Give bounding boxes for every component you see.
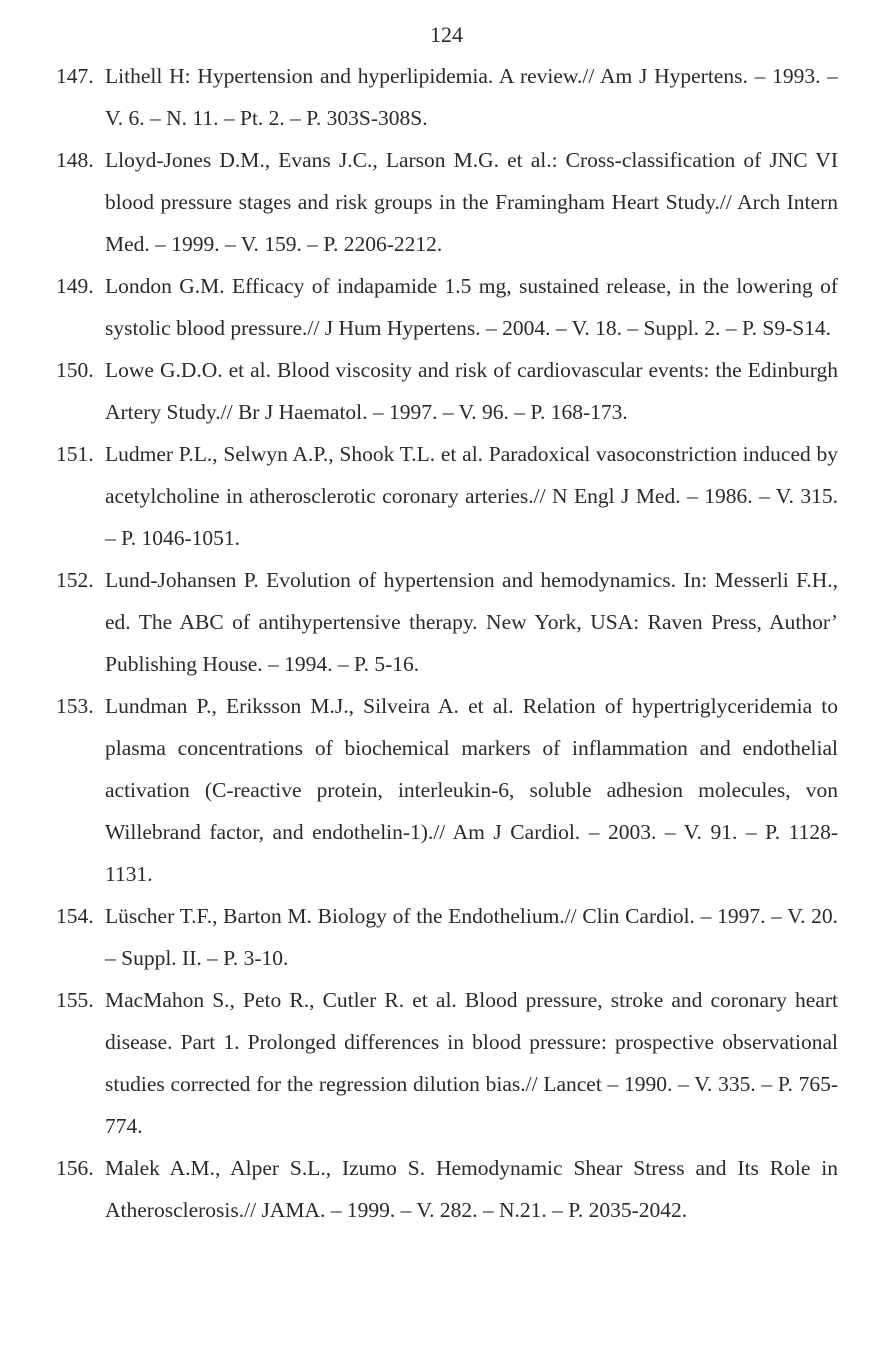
reference-item	[56, 1147, 838, 1231]
reference-number: 154.	[56, 904, 94, 928]
reference-number: 149.	[56, 274, 94, 298]
reference-item	[56, 895, 838, 979]
reference-number: 151.	[56, 442, 94, 466]
reference-item	[56, 559, 838, 685]
reference-text: Lloyd-Jones D.M., Evans J.C., Larson M.G. et al.: Cross-classification of JNC VI blood pressure stages and risk groups in the Framingham Heart Study.// Arch Intern Med. – 1999. – V. 159. – P. 2206-2212.	[105, 148, 838, 256]
reference-text: Lithell H: Hypertension and hyperlipidemia. A review.// Am J Hypertens. – 1993. – V. 6. – N. 11. – Pt. 2. – P. 303S-308S.	[105, 64, 838, 130]
reference-text: London G.M. Efficacy of indapamide 1.5 mg, sustained release, in the lowering of systolic blood pressure.// J Hum Hypertens. – 2004. – V. 18. – Suppl. 2. – P. S9-S14.	[105, 274, 838, 340]
reference-number: 148.	[56, 148, 94, 172]
reference-item	[56, 265, 838, 349]
reference-list	[56, 55, 838, 1231]
reference-number: 150.	[56, 358, 94, 382]
reference-item	[56, 139, 838, 265]
reference-text: MacMahon S., Peto R., Cutler R. et al. Blood pressure, stroke and coronary heart disease. Part 1. Prolonged differences in blood pressure: prospective observational studies corrected for the regression dilution bias.// Lancet – 1990. – V. 335. – P. 765-774.	[105, 988, 838, 1138]
reference-number: 156.	[56, 1156, 94, 1180]
reference-number: 153.	[56, 694, 94, 718]
reference-text: Ludmer P.L., Selwyn A.P., Shook T.L. et al. Paradoxical vasoconstriction induced by acetylcholine in atherosclerotic coronary arteries.// N Engl J Med. – 1986. – V. 315. – P. 1046-1051.	[105, 442, 838, 550]
reference-text: Lüscher T.F., Barton M. Biology of the Endothelium.// Clin Cardiol. – 1997. – V. 20. – Suppl. II. – P. 3-10.	[105, 904, 838, 970]
reference-number: 155.	[56, 988, 94, 1012]
reference-text: Lowe G.D.O. et al. Blood viscosity and risk of cardiovascular events: the Edinburgh Artery Study.// Br J Haematol. – 1997. – V. 96. – P. 168-173.	[105, 358, 838, 424]
reference-number: 147.	[56, 64, 94, 88]
reference-text: Lundman P., Eriksson M.J., Silveira A. et al. Relation of hypertriglyceridemia to plasma concentrations of biochemical markers of inflammation and endothelial activation (C-reactive protein, interleukin-6, soluble adhesion molecules, von Willebrand factor, and endothelin-1).// Am J Cardiol. – 2003. – V. 91. – P. 1128-1131.	[105, 694, 838, 886]
reference-item	[56, 55, 838, 139]
reference-number: 152.	[56, 568, 94, 592]
reference-text: Malek A.M., Alper S.L., Izumo S. Hemodynamic Shear Stress and Its Role in Atherosclerosis.// JAMA. – 1999. – V. 282. – N.21. – P. 2035-2042.	[105, 1156, 838, 1222]
page-number: 124	[430, 22, 463, 47]
reference-text: Lund-Johansen P. Evolution of hypertension and hemodynamics. In: Messerli F.H., ed. The ABC of antihypertensive therapy. New York, USA: Raven Press, Author’ Publishing House. – 1994. – P. 5-16.	[105, 568, 838, 676]
reference-item	[56, 433, 838, 559]
reference-item	[56, 685, 838, 895]
reference-item	[56, 979, 838, 1147]
reference-item	[56, 349, 838, 433]
